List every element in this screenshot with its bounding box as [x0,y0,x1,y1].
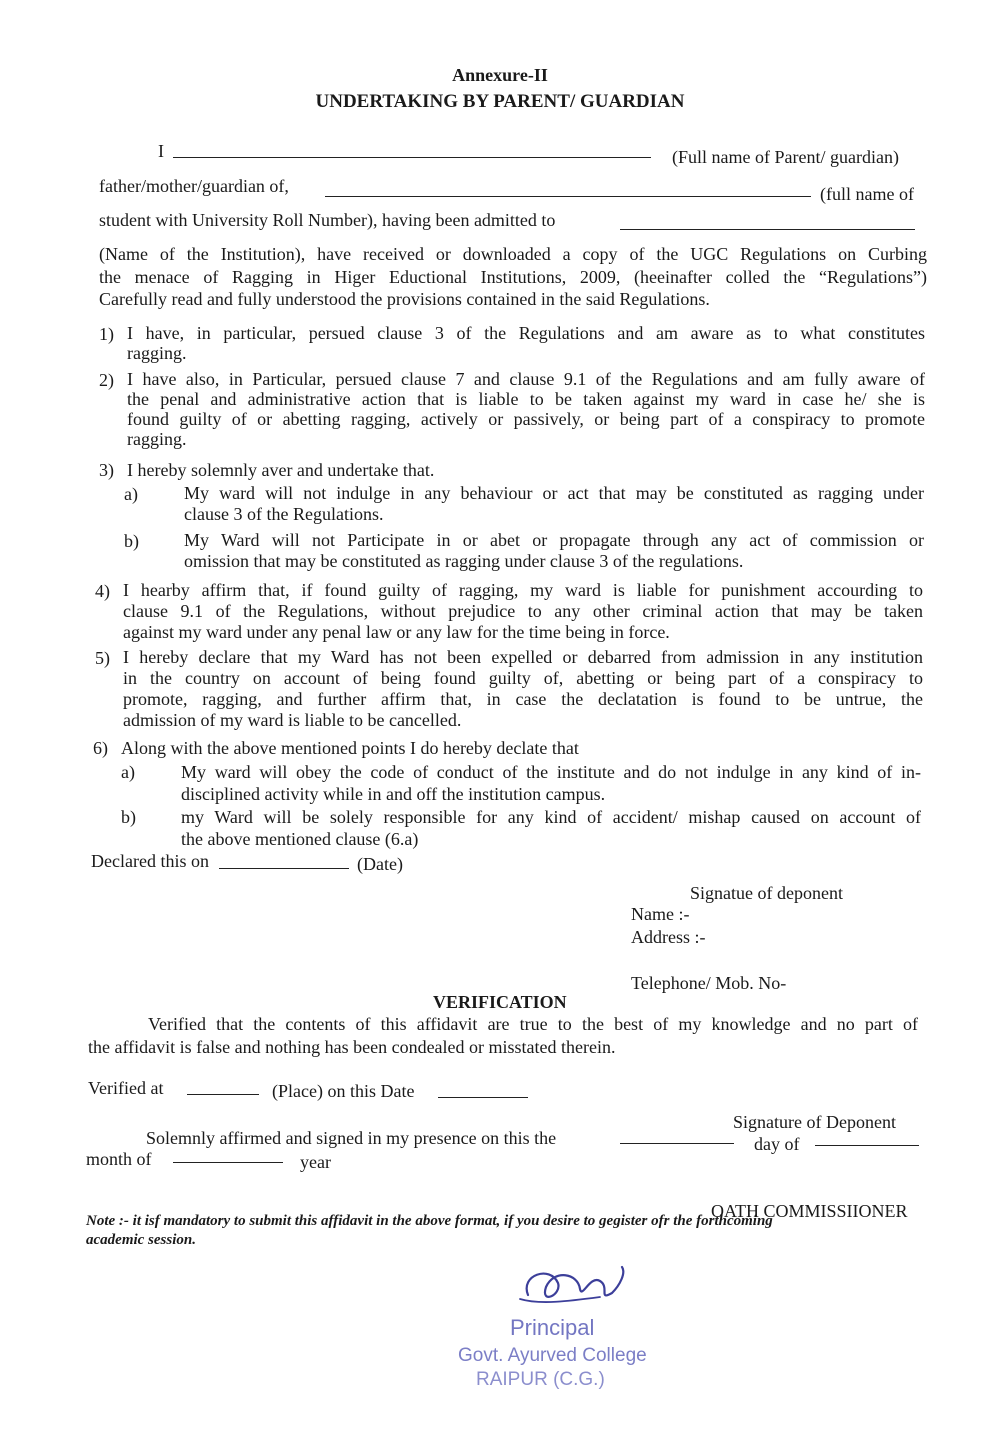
student-roll-label: student with University Roll Number), having been admitted to [99,210,556,230]
clause-6: Along with the above mentioned points I do hereby declate that [121,738,579,758]
deponent-signature-label: Signatue of deponent [690,883,843,903]
place-blank [187,1094,259,1095]
clause-number: 4) [95,581,110,601]
clause-line: I have, in particular, persued clause 3 of the Regulations and am aware as to what constitutes [127,323,925,343]
clause-line: I hearby affirm that, if found guilty of ragging, my ward is liable for punishment accourding to [123,580,923,600]
clause-line: clause 9.1 of the Regulations, without prejudice to any other criminal action that may be taken [123,601,923,621]
day-of-label: day of [754,1134,800,1154]
signature-scribble [527,1267,624,1297]
clause-line: the above mentioned clause (6.a) [181,829,419,849]
clause-5 [123,647,923,731]
intro-paragraph [99,243,927,311]
clause-line: admission of my ward is liable to be cancelled. [123,710,462,730]
stamp-line-3: RAIPUR (C.G.) [476,1369,605,1390]
deponent-name-label: Name :- [631,904,690,924]
year-blank [173,1162,283,1163]
clause-line: My ward will not indulge in any behaviour or act that may be constituted as ragging under [184,483,924,503]
intro-line: Carefully read and fully understood the provisions contained in the said Regulations. [99,289,710,309]
verified-at-label: Verified at [88,1078,164,1098]
clause-line: ragging. [127,429,187,449]
deponent-telephone-label: Telephone/ Mob. No- [631,973,787,993]
deponent-address-label: Address :- [631,927,706,947]
clause-number: 6) [93,738,108,758]
clause-line: in the country on account of being found guilty of, abetting or being part of a conspiracy to [123,668,923,688]
clause-line: I have also, in Particular, persued clause 7 and clause 9.1 of the Regulations and am fully aware of [127,369,925,389]
verification-paragraph [88,1013,918,1058]
subclause-letter: b) [124,531,139,551]
year-label: year [300,1152,331,1172]
clause-line: found guilty of or abetting ragging, actively or passively, or being part of a conspiracy to promote [127,409,925,429]
clause-line: promote, ragging, and further affirm that, in case the declatation is found to be untrue, the [123,689,923,709]
clause-line: omission that may be constituted as ragging under clause 3 of the regulations. [184,551,744,571]
declared-label: Declared this on [91,851,209,871]
clause-line: My ward will obey the code of conduct of the institute and do not indulge in any kind of in- [181,762,921,782]
subclause-letter: a) [121,762,135,782]
clause-line: My Ward will not Participate in or abet or propagate through any act of commission or [184,530,924,550]
subclause-letter: b) [121,807,136,827]
clause-3b [184,530,924,572]
solemnly-label: Solemnly affirmed and signed in my presence on this the [146,1128,557,1148]
clause-number: 5) [95,648,110,668]
clause-2 [127,369,925,449]
intro-line: (Name of the Institution), have received or downloaded a copy of the UGC Regulations on Curbing [99,244,927,264]
i-prefix: I [158,141,164,161]
verification-line: the affidavit is false and nothing has been condealed or misstated therein. [88,1036,616,1057]
note-line: academic session. [86,1232,196,1248]
principal-stamp-signature [450,1255,680,1405]
stamp-line-1: Principal [510,1315,595,1340]
clause-line: the penal and administrative action that is liable to be taken against my ward in case he/ she is [127,389,925,409]
clause-line: disciplined activity while in and off the institution campus. [181,784,606,804]
student-name-blank [325,196,811,197]
month-blank [815,1145,919,1146]
mandatory-note [86,1212,914,1250]
declared-date-blank [219,868,349,869]
clause-line: ragging. [127,343,187,363]
clause-6b [181,806,921,850]
month-of-label: month of [86,1149,152,1169]
clause-number: 2) [99,370,114,390]
parent-name-blank [173,157,651,158]
full-name-parent-label: (Full name of Parent/ guardian) [672,147,899,167]
signature-underline [520,1297,600,1302]
date-label: (Date) [357,854,403,874]
clause-6a [181,761,921,805]
day-blank [620,1143,734,1144]
clause-1 [127,323,925,363]
verify-date-blank [438,1097,528,1098]
clause-3: I hereby solemnly aver and undertake that. [127,460,435,480]
oath-commissioner-label: OATH COMMISSIIONER [711,1201,908,1221]
clause-line: my Ward will be solely responsible for any kind of accident/ mishap caused on account of [181,807,921,827]
clause-line: against my ward under any penal law or any law for the time being in force. [123,622,670,642]
verification-title: VERIFICATION [433,992,567,1012]
place-date-label: (Place) on this Date [272,1081,415,1101]
document-title: UNDERTAKING BY PARENT/ GUARDIAN [315,91,685,112]
clause-line: I hereby declare that my Ward has not been expelled or debarred from admission in any institution [123,647,923,667]
intro-line: the menace of Ragging in Higer Eductional Institutions, 2009, (heeinafter colled the “Regulations”) [99,266,927,287]
annexure-label: Annexure-II [452,65,548,85]
verification-line: Verified that the contents of this affidavit are true to the best of my knowledge and no part of [148,1014,918,1034]
stamp-line-2: Govt. Ayurved College [458,1345,647,1366]
clause-line: clause 3 of the Regulations. [184,504,384,524]
clause-number: 1) [99,324,114,344]
note-line: Note :- it isf mandatory to submit this affidavit in the above format, if you desire to gegister ofr the forthcoming [86,1213,773,1229]
clause-3a [184,483,924,525]
clause-number: 3) [99,460,114,480]
signature-deponent-label: Signature of Deponent [733,1112,896,1132]
institution-blank [620,229,915,230]
relation-label: father/mother/guardian of, [99,176,289,196]
subclause-letter: a) [124,484,138,504]
clause-4 [123,580,923,643]
full-name-of-label: (full name of [820,184,914,204]
